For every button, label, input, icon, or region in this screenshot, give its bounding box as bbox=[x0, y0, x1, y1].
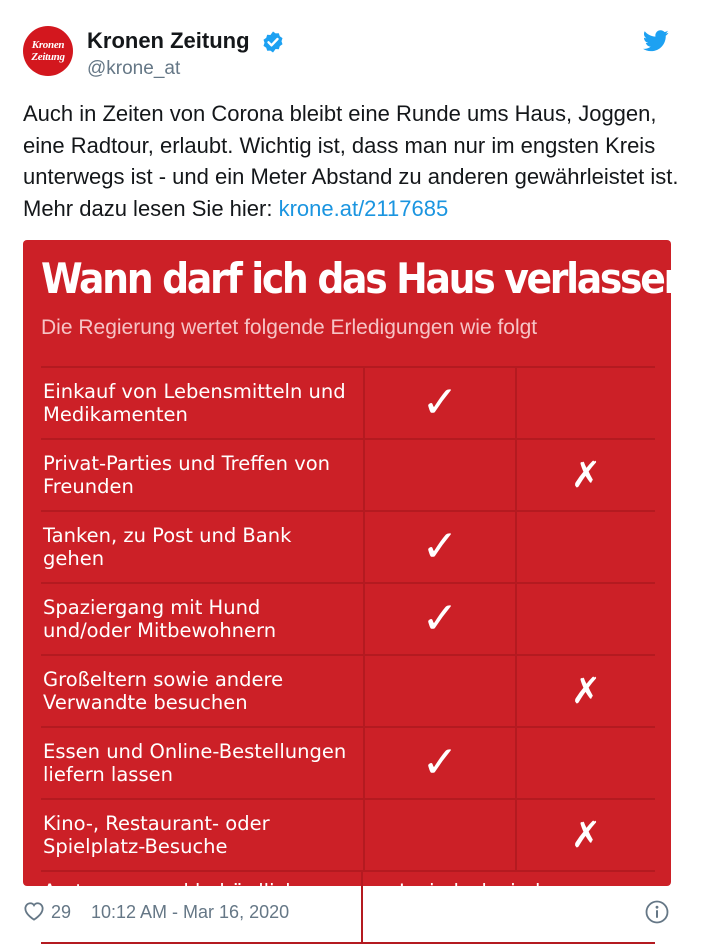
table-row bbox=[41, 512, 655, 584]
info-icon[interactable] bbox=[645, 900, 669, 924]
verified-badge-icon bbox=[261, 30, 285, 54]
activity-label: Großeltern sowie andere Verwandte besuchen bbox=[43, 668, 284, 714]
table-row bbox=[41, 656, 655, 728]
account-handle[interactable]: @krone_at bbox=[87, 58, 181, 79]
avatar-text-line1: Kronen bbox=[31, 39, 65, 51]
table-row bbox=[41, 366, 655, 440]
table-row bbox=[41, 800, 655, 872]
activity-label: Spaziergang mit Hund und/oder Mitbewohnern bbox=[43, 596, 277, 642]
tweet-header bbox=[0, 0, 700, 100]
table-row bbox=[41, 584, 655, 656]
avatar[interactable] bbox=[23, 26, 73, 76]
avatar-text-line2: Zeitung bbox=[31, 51, 65, 63]
tweet-footer bbox=[0, 896, 700, 926]
checkmark-icon: ✓ bbox=[421, 521, 459, 572]
card-subtitle: Die Regierung wertet folgende Erledigungen wie folgt bbox=[41, 316, 538, 339]
twitter-bird-icon[interactable] bbox=[643, 30, 669, 52]
activity-table bbox=[41, 366, 655, 944]
table-row bbox=[41, 440, 655, 512]
account-name[interactable]: Kronen Zeitung bbox=[87, 28, 250, 53]
checkmark-icon: ✓ bbox=[421, 377, 459, 428]
heart-icon[interactable] bbox=[23, 901, 45, 921]
like-count[interactable]: 29 bbox=[51, 902, 72, 922]
checkmark-icon: ✓ bbox=[421, 737, 459, 788]
tweet-timestamp[interactable]: 10:12 AM - Mar 16, 2020 bbox=[91, 902, 290, 922]
activity-label: Tanken, zu Post und Bank gehen bbox=[43, 524, 292, 570]
cross-icon: ✗ bbox=[570, 455, 602, 496]
activity-label: Amtswege und behördliche bbox=[43, 880, 310, 903]
card-title: Wann darf ich das Haus verlassen? bbox=[41, 254, 708, 303]
activity-label: Einkauf von Lebensmitteln und Medikamenten bbox=[43, 380, 346, 426]
activity-label: Kino-, Restaurant- oder Spielplatz-Besuche bbox=[43, 812, 270, 858]
tweet-text bbox=[23, 98, 683, 224]
activity-label: Privat-Parties und Treffen von Freunden bbox=[43, 452, 331, 498]
table-row bbox=[41, 728, 655, 800]
cross-icon: ✗ bbox=[570, 671, 602, 712]
image-card[interactable] bbox=[23, 240, 708, 903]
activity-label: Essen und Online-Bestellungen liefern lassen bbox=[43, 740, 347, 786]
tweet-link[interactable]: krone.at/2117685 bbox=[278, 195, 449, 221]
cross-icon: ✗ bbox=[570, 815, 602, 856]
activity-note: Ja, jedoch sind bbox=[399, 880, 541, 903]
checkmark-icon: ✓ bbox=[421, 593, 459, 644]
tweet-body: Auch in Zeiten von Corona bleibt eine Runde ums Haus, Joggen, eine Radtour, erlaubt. Wichtig ist, dass man nur im engsten Kreis unterwegs ist - und ein Meter Abstand zu anderen gewährleistet ist. Mehr dazu lesen Sie hier: bbox=[23, 101, 679, 221]
